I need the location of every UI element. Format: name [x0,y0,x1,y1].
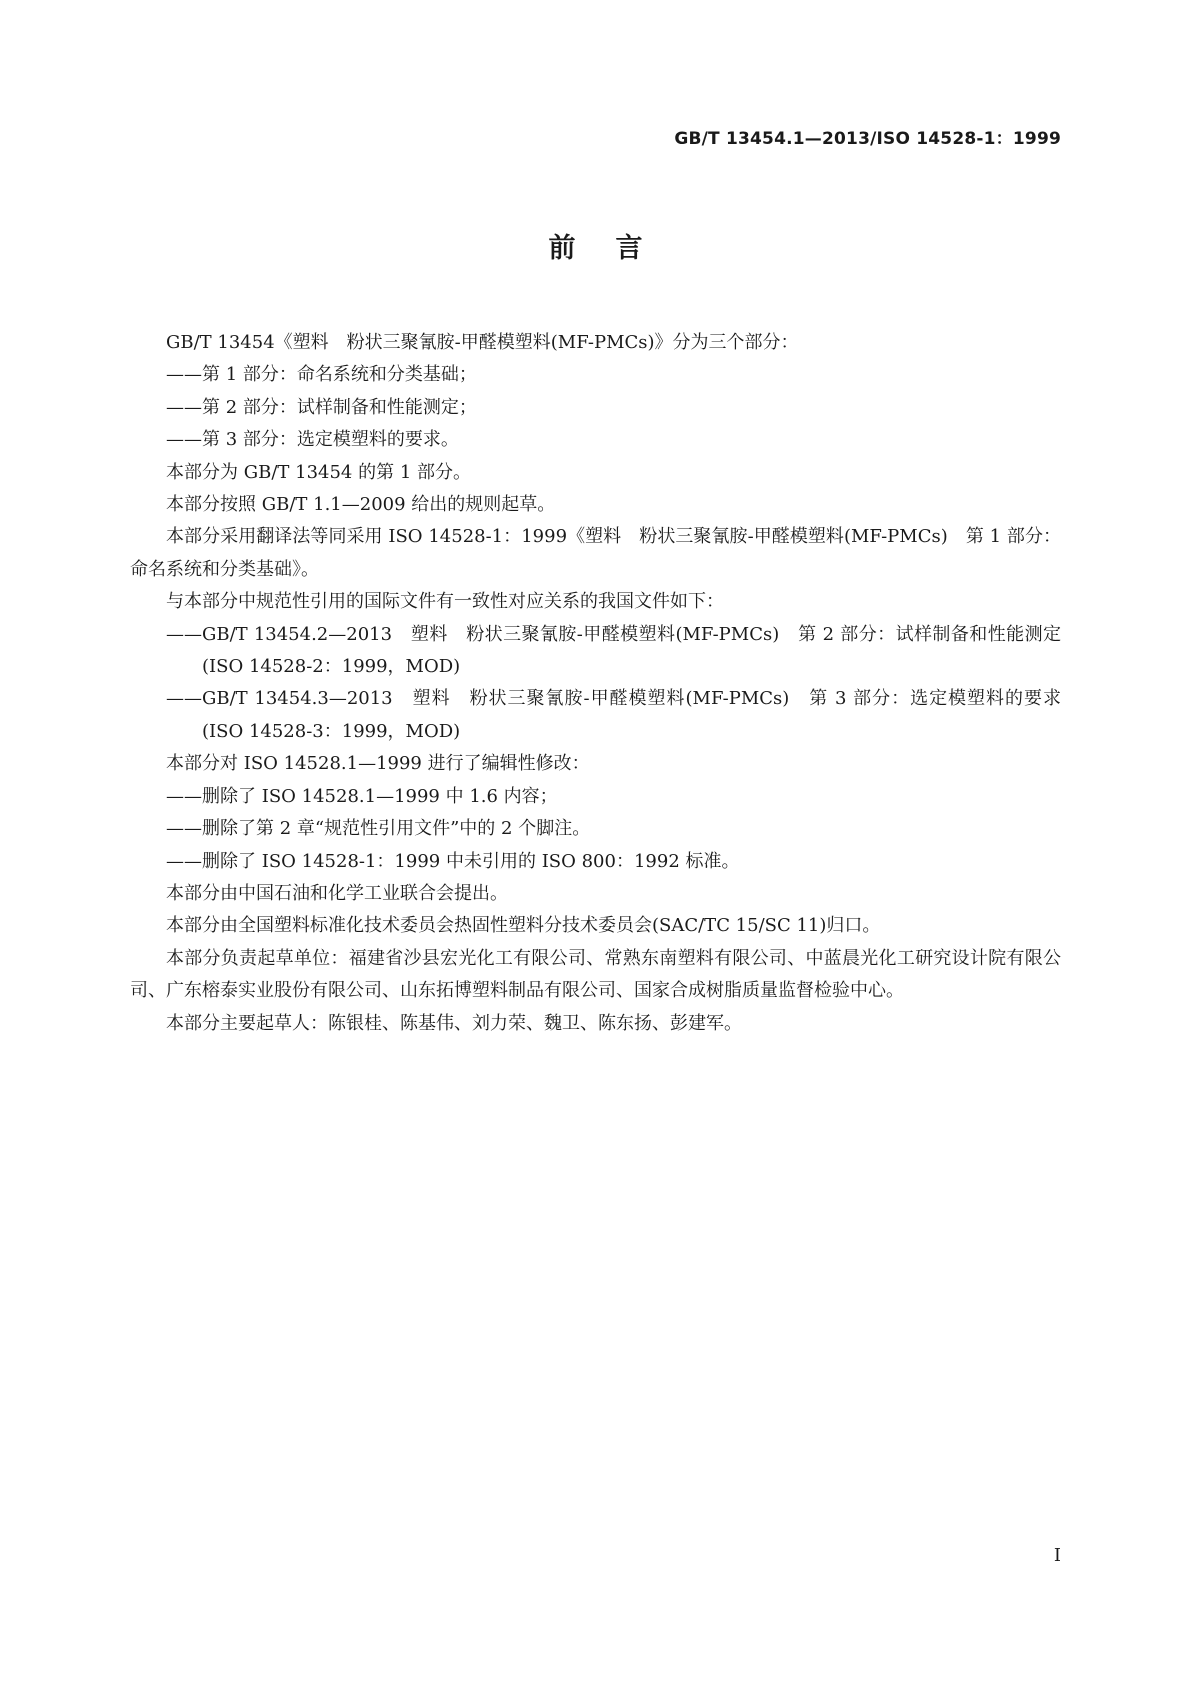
paragraph-parts-intro: GB/T 13454《塑料 粉状三聚氰胺-甲醛模塑料(MF-PMCs)》分为三个部分： [166,332,799,353]
paragraph-editorial-changes: 本部分对 ISO 14528.1—1999 进行了编辑性修改： [166,753,590,775]
paragraph-this-part: 本部分为 GB/T 13454 的第 1 部分。 [166,461,471,483]
list-item-gbt-13454-2: ——GB/T 13454.2—2013 塑料 粉状三聚氰胺-甲醛模塑料(MF-PMCs) 第 2 部分：试样制备和性能测定(ISO 14528-2：1999，MOD) [166,623,1061,678]
list-item-part-1: ——第 1 部分：命名系统和分类基础； [166,364,477,386]
paragraph-adoption: 本部分采用翻译法等同采用 ISO 14528-1：1999《塑料 粉状三聚氰胺-甲醛模塑料(MF-PMCs) 第 1 部分：命名系统和分类基础》。 [130,526,1061,580]
foreword-body [130,327,1061,1040]
paragraph-drafters: 本部分主要起草人：陈银桂、陈基伟、刘力荣、魏卫、陈东扬、彭建军。 [166,1012,742,1034]
page-title: 前言 [548,233,683,264]
paragraph-proposed-by: 本部分由中国石油和化学工业联合会提出。 [166,882,508,904]
page-number: I [1053,1545,1061,1566]
paragraph-drafting-units: 本部分负责起草单位：福建省沙县宏光化工有限公司、常熟东南塑料有限公司、中蓝晨光化工研究设计院有限公司、广东榕泰实业股份有限公司、山东拓博塑料制品有限公司、国家合成树脂质量监督检验中心。 [130,947,1061,1002]
paragraph-drafting-rules: 本部分按照 GB/T 1.1—2009 给出的规则起草。 [166,494,556,516]
list-item-gbt-13454-3: ——GB/T 13454.3—2013 塑料 粉状三聚氰胺-甲醛模塑料(MF-PMCs) 第 3 部分：选定模塑料的要求(ISO 14528-3：1999，MOD) [166,688,1061,742]
list-item-part-3: ——第 3 部分：选定模塑料的要求。 [166,429,459,451]
list-item-change-3: ——删除了 ISO 14528-1：1999 中未引用的 ISO 800：1992 标准。 [166,850,740,872]
paragraph-centralized-by: 本部分由全国塑料标准化技术委员会热固性塑料分技术委员会(SAC/TC 15/SC 11)归口。 [166,915,881,937]
standard-code: GB/T 13454.1—2013/ISO 14528-1：1999 [674,129,1061,149]
list-item-part-2: ——第 2 部分：试样制备和性能测定； [166,396,477,418]
list-item-change-1: ——删除了 ISO 14528.1—1999 中 1.6 内容； [166,785,558,807]
paragraph-correspondence-intro: 与本部分中规范性引用的国际文件有一致性对应关系的我国文件如下： [166,591,724,613]
list-item-change-2: ——删除了第 2 章“规范性引用文件”中的 2 个脚注。 [166,818,591,840]
